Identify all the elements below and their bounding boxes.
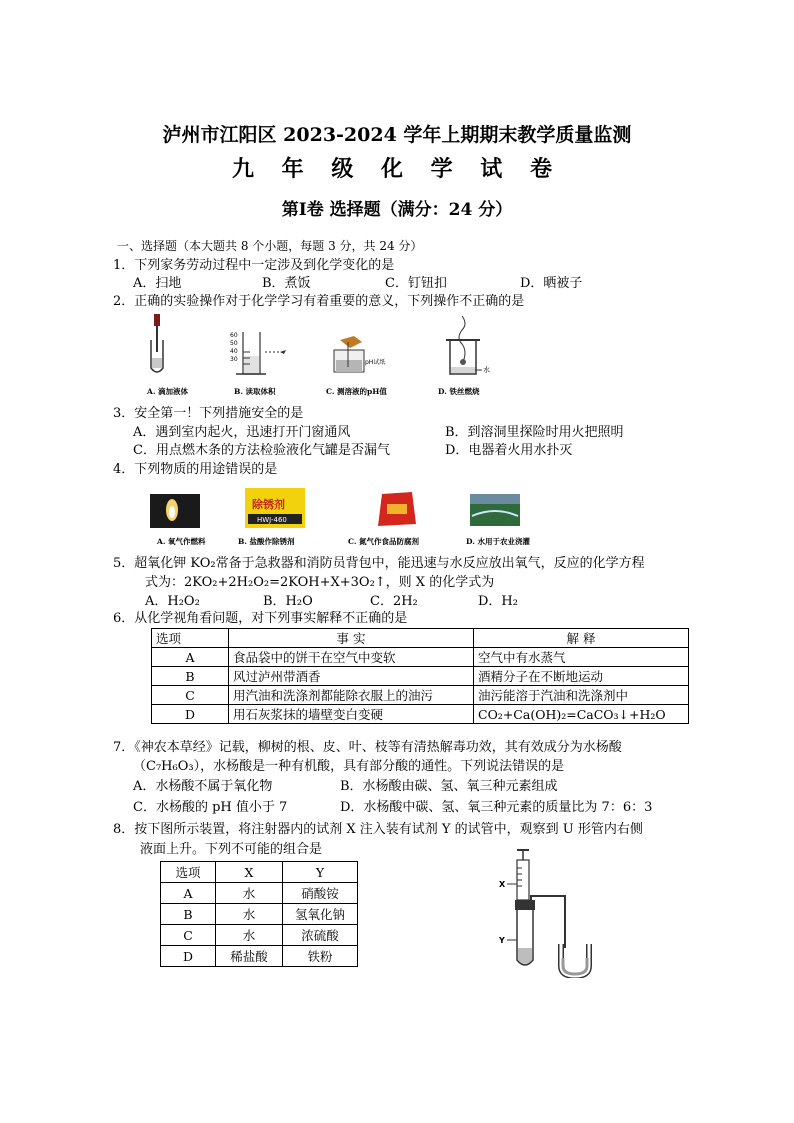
q2-caption-a: A. 滴加液体 [147, 387, 189, 396]
table-cell: 食品袋中的饼干在空气中变软 [229, 648, 474, 667]
cylinder-mark-40: 40 [230, 348, 238, 355]
irrigation-photo [470, 494, 520, 526]
header-cell: 解 释 [474, 629, 689, 648]
table-row [161, 946, 358, 967]
table-cell: 铁粉 [283, 946, 358, 967]
q4-caption-b: B. 盐酸作除锈剂 [238, 537, 295, 546]
q7-stem: 7．《神农本草经》记载，柳树的根、皮、叶、枝等有清热解毒功效，其有效成分为水杨酸 [113, 740, 622, 755]
q1-stem: 1．下列家务劳动过程中一定涉及到化学变化的是 [113, 258, 395, 273]
exam-title: 泸州市江阳区 2023-2024 学年上期期末教学质量监测 [162, 124, 632, 146]
table-row [152, 705, 689, 724]
reagent-x-label: X [499, 880, 506, 889]
q7-stem-line2: （C₇H₆O₃），水杨酸是一种有机酸，具有部分酸的通性。下列说法错误的是 [133, 759, 565, 774]
q2-lab-images [140, 312, 510, 382]
part-heading: 一、选择题（本大题共 8 个小题，每题 3 分，共 24 分） [117, 239, 423, 253]
table-cell: 水 [216, 904, 283, 925]
table-cell: 油污能溶于汽油和洗涤剂中 [474, 686, 689, 705]
table-cell: 水 [216, 883, 283, 904]
table-header-row [152, 629, 689, 648]
iron-wire-burning-illustration [446, 316, 490, 374]
cylinder-mark-60: 60 [230, 332, 238, 339]
q1-option-d: D．晒被子 [520, 276, 583, 291]
reagent-y-label: Y [499, 936, 505, 945]
table-cell: 氢氧化钠 [283, 904, 358, 925]
table-cell: B [152, 667, 229, 686]
table-cell: D [152, 705, 229, 724]
q3-option-a: A．遇到室内起火，迅速打开门窗通风 [133, 425, 351, 440]
water-label: 水 [483, 366, 490, 374]
header-cell: 选项 [161, 862, 216, 883]
q3-option-d: D．电器着火用水扑灭 [445, 443, 573, 458]
graduated-cylinder-illustration [230, 332, 286, 374]
table-cell: 用石灰浆抹的墙壁变白变硬 [229, 705, 474, 724]
table-cell: 浓硫酸 [283, 925, 358, 946]
table-cell: C [161, 925, 216, 946]
q8-stem-line2: 液面上升。下列不可能的组合是 [140, 842, 323, 857]
rust-remover-code: HWJ-460 [257, 516, 287, 524]
table-row [161, 883, 358, 904]
table-cell: A [152, 648, 229, 667]
q2-caption-c: C. 测溶液的pH值 [326, 387, 387, 396]
exam-subtitle: 九 年 级 化 学 试 卷 [232, 156, 562, 182]
table-row [161, 925, 358, 946]
table-cell: 用汽油和洗涤剂都能除衣服上的油污 [229, 686, 474, 705]
table-row [152, 667, 689, 686]
table-cell: 硝酸铵 [283, 883, 358, 904]
section-title: 第Ⅰ卷 选择题（满分：24 分） [281, 200, 513, 220]
q6-table [151, 628, 689, 724]
ph-paper-label: pH试纸 [365, 359, 386, 366]
q3-option-c: C．用点燃木条的方法检验液化气罐是否漏气 [133, 443, 390, 458]
q4-stem: 4．下列物质的用途错误的是 [113, 462, 278, 477]
rust-remover-label: 除锈剂 [252, 498, 285, 511]
q1-option-a: A．扫地 [133, 276, 182, 291]
q2-caption-b: B. 读取体积 [234, 387, 276, 396]
q1-option-c: C．钉钮扣 [385, 276, 447, 291]
q4-caption-d: D. 水用于农业浇灌 [466, 537, 530, 546]
table-cell: B [161, 904, 216, 925]
q2-stem: 2．正确的实验操作对于化学学习有着重要的意义，下列操作不正确的是 [113, 294, 525, 309]
table-cell: 稀盐酸 [216, 946, 283, 967]
q5-stem-line2: 式为：2KO₂+2H₂O₂=2KOH+X+3O₂↑，则 X 的化学式为 [145, 575, 495, 590]
q7-option-a: A．水杨酸不属于氧化物 [133, 779, 273, 794]
table-row [152, 686, 689, 705]
table-cell: CO₂+Ca(OH)₂=CaCO₃↓+H₂O [474, 705, 689, 724]
q6-stem: 6．从化学视角看问题，对下列事实解释不正确的是 [113, 611, 408, 626]
q5-option-b: B．H₂O [263, 594, 313, 609]
cylinder-mark-50: 50 [230, 340, 238, 347]
table-cell: 水 [216, 925, 283, 946]
table-row [152, 648, 689, 667]
dropper-test-tube-illustration [151, 314, 163, 372]
header-cell: 事 实 [229, 629, 474, 648]
cylinder-mark-30: 30 [230, 356, 238, 363]
u-tube-illustration [561, 944, 589, 976]
header-cell: X [216, 862, 283, 883]
q8-table [160, 861, 358, 967]
rust-remover-photo [245, 488, 305, 528]
q7-option-b: B．水杨酸由碳、氢、氧三种元素组成 [340, 779, 558, 794]
q7-option-d: D．水杨酸中碳、氢、氧三种元素的质量比为 7：6：3 [340, 800, 653, 815]
table-row [161, 904, 358, 925]
table-cell: 空气中有水蒸气 [474, 648, 689, 667]
header-cell: Y [283, 862, 358, 883]
q2-caption-d: D. 铁丝燃烧 [438, 387, 480, 396]
table-cell: A [161, 883, 216, 904]
q5-stem: 5．超氧化钾 KO₂常备于急救器和消防员背包中，能迅速与水反应放出氧气，反应的化学方程 [113, 556, 645, 571]
q7-option-c: C．水杨酸的 pH 值小于 7 [133, 800, 288, 815]
table-cell: C [152, 686, 229, 705]
table-header-row [161, 862, 358, 883]
header-cell: 选项 [152, 629, 229, 648]
q3-stem: 3．安全第一！下列措施安全的是 [113, 406, 304, 421]
flame-photo [150, 494, 200, 528]
ph-test-illustration [334, 336, 385, 372]
table-cell: 风过泸州带酒香 [229, 667, 474, 686]
q4-images [150, 488, 530, 530]
q3-option-b: B．到溶洞里探险时用火把照明 [445, 425, 624, 440]
test-tube-illustration [498, 900, 535, 965]
q4-caption-a: A. 氧气作燃料 [157, 537, 206, 546]
q4-caption-c: C. 氮气作食品防腐剂 [348, 537, 420, 546]
table-cell: D [161, 946, 216, 967]
q5-option-c: C．2H₂ [370, 594, 418, 609]
table-cell: 酒精分子在不断地运动 [474, 667, 689, 686]
q1-option-b: B．煮饭 [262, 276, 311, 291]
q5-option-d: D．H₂ [478, 594, 518, 609]
q8-stem: 8．按下图所示装置，将注射器内的试剂 X 注入装有试剂 Y 的试管中，观察到 U 形管内右侧 [113, 822, 643, 837]
q5-option-a: A．H₂O₂ [145, 594, 200, 609]
snack-bag-photo [378, 492, 416, 526]
syringe-u-tube-apparatus [495, 848, 645, 978]
